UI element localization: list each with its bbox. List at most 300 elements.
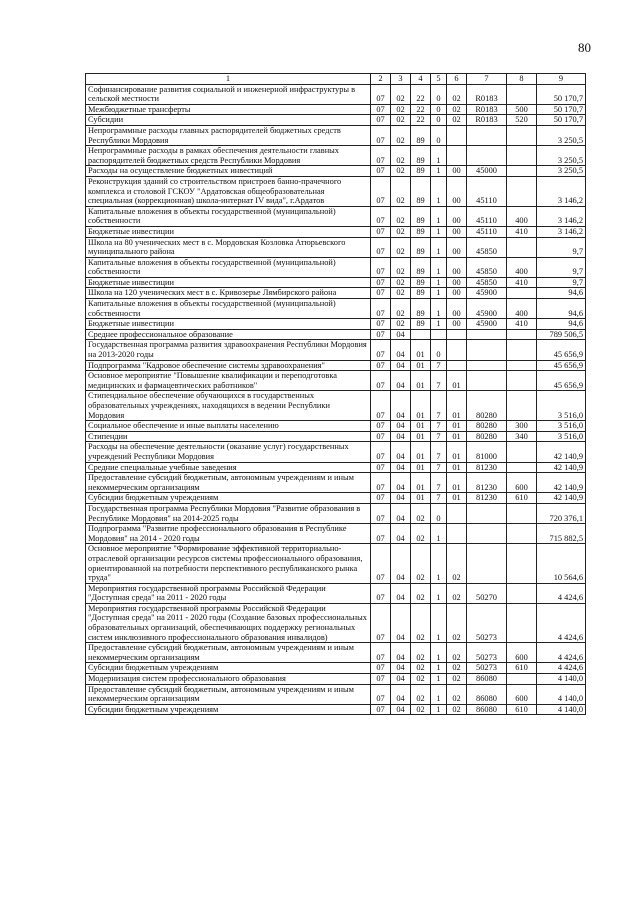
- row-code-cell: 1: [431, 544, 447, 583]
- row-code-cell: [507, 371, 537, 391]
- column-header: 6: [447, 74, 467, 85]
- row-code-cell: 07: [371, 493, 391, 504]
- row-code-cell: 01: [411, 462, 431, 473]
- row-code-cell: 07: [371, 176, 391, 206]
- row-code-cell: 00: [447, 319, 467, 330]
- row-code-cell: 89: [411, 206, 431, 226]
- table-row: [86, 643, 586, 663]
- row-amount-cell: 94,6: [537, 299, 586, 319]
- row-code-cell: 89: [411, 277, 431, 288]
- row-code-cell: 04: [391, 360, 411, 371]
- row-code-cell: 50273: [467, 663, 507, 674]
- row-code-cell: 07: [371, 503, 391, 523]
- row-amount-cell: 4 140,0: [537, 704, 586, 715]
- column-header: 4: [411, 74, 431, 85]
- row-code-cell: 1: [431, 643, 447, 663]
- row-code-cell: 02: [447, 684, 467, 704]
- row-code-cell: 02: [391, 84, 411, 104]
- table-row: [86, 603, 586, 642]
- row-code-cell: 01: [411, 421, 431, 432]
- table-row: [86, 704, 586, 715]
- row-amount-cell: 50 170,7: [537, 84, 586, 104]
- row-name-cell: Софинансирование развития социальной и инженерной инфраструктуры в сельской местности: [86, 84, 371, 104]
- table-row: [86, 674, 586, 685]
- row-code-cell: 00: [447, 166, 467, 177]
- row-code-cell: 1: [431, 704, 447, 715]
- row-amount-cell: 3 146,2: [537, 226, 586, 237]
- table-row: [86, 115, 586, 126]
- row-code-cell: 02: [411, 643, 431, 663]
- row-amount-cell: 94,6: [537, 319, 586, 330]
- row-name-cell: Капитальные вложения в объекты государственной (муниципальной) собственности: [86, 299, 371, 319]
- row-code-cell: 07: [371, 674, 391, 685]
- table-header-row: [86, 74, 586, 85]
- row-code-cell: [447, 329, 467, 340]
- row-code-cell: 45110: [467, 176, 507, 206]
- row-code-cell: 1: [431, 603, 447, 642]
- row-code-cell: 0: [431, 104, 447, 115]
- row-name-cell: Государственная программа развития здравоохранения Республики Мордовия на 2013-2020 годы: [86, 340, 371, 360]
- row-name-cell: Непрограммные расходы главных распорядителей бюджетных средств Республики Мордовия: [86, 125, 371, 145]
- row-code-cell: 02: [411, 674, 431, 685]
- row-amount-cell: 720 376,1: [537, 503, 586, 523]
- row-code-cell: 89: [411, 146, 431, 166]
- row-code-cell: 07: [371, 206, 391, 226]
- row-code-cell: 0: [431, 84, 447, 104]
- row-amount-cell: 42 140,9: [537, 493, 586, 504]
- row-code-cell: 7: [431, 421, 447, 432]
- row-code-cell: 1: [431, 674, 447, 685]
- row-code-cell: 07: [371, 684, 391, 704]
- row-code-cell: 1: [431, 176, 447, 206]
- row-code-cell: 01: [411, 391, 431, 421]
- row-name-cell: Субсидии бюджетным учреждениям: [86, 704, 371, 715]
- table-body: [86, 84, 586, 715]
- row-code-cell: 01: [447, 442, 467, 462]
- row-code-cell: 22: [411, 104, 431, 115]
- row-amount-cell: 4 424,6: [537, 603, 586, 642]
- row-amount-cell: 3 516,0: [537, 421, 586, 432]
- row-code-cell: [507, 125, 537, 145]
- row-code-cell: 45900: [467, 319, 507, 330]
- table-row: [86, 146, 586, 166]
- row-name-cell: Субсидии: [86, 115, 371, 126]
- column-header: 1: [86, 74, 371, 85]
- row-code-cell: 04: [391, 674, 411, 685]
- row-code-cell: 01: [411, 360, 431, 371]
- row-code-cell: 07: [371, 524, 391, 544]
- row-code-cell: 07: [371, 125, 391, 145]
- row-name-cell: Субсидии бюджетным учреждениям: [86, 663, 371, 674]
- row-name-cell: Предоставление субсидий бюджетным, автономным учреждениям и иным некоммерческим организациям: [86, 684, 371, 704]
- row-code-cell: 610: [507, 704, 537, 715]
- row-code-cell: 300: [507, 421, 537, 432]
- row-amount-cell: 4 140,0: [537, 674, 586, 685]
- row-code-cell: 02: [391, 125, 411, 145]
- row-code-cell: 07: [371, 663, 391, 674]
- row-amount-cell: 50 170,7: [537, 115, 586, 126]
- row-code-cell: 04: [391, 391, 411, 421]
- table-row: [86, 299, 586, 319]
- row-code-cell: 81000: [467, 442, 507, 462]
- row-code-cell: 04: [391, 473, 411, 493]
- row-code-cell: 86080: [467, 704, 507, 715]
- row-name-cell: Бюджетные инвестиции: [86, 277, 371, 288]
- row-code-cell: 45850: [467, 277, 507, 288]
- row-code-cell: 89: [411, 226, 431, 237]
- row-code-cell: 7: [431, 493, 447, 504]
- row-code-cell: 07: [371, 603, 391, 642]
- row-code-cell: 45900: [467, 299, 507, 319]
- row-code-cell: 01: [411, 340, 431, 360]
- row-code-cell: [467, 340, 507, 360]
- table-row: [86, 503, 586, 523]
- row-amount-cell: 3 516,0: [537, 391, 586, 421]
- row-code-cell: [447, 524, 467, 544]
- row-code-cell: 04: [391, 684, 411, 704]
- row-code-cell: 80280: [467, 431, 507, 442]
- row-code-cell: 07: [371, 360, 391, 371]
- row-code-cell: 1: [431, 206, 447, 226]
- row-code-cell: 04: [391, 340, 411, 360]
- table-row: [86, 391, 586, 421]
- row-name-cell: Расходы на осуществление бюджетных инвестиций: [86, 166, 371, 177]
- row-amount-cell: 4 424,6: [537, 643, 586, 663]
- row-name-cell: Мероприятия государственной программы Российской Федерации "Доступная среда" на 2011 - 2020 годы (Создание базовых профессиональных образовательных организаций, обеспечивающих поддержку региональных систем инклюзивного профессионального образования инвалидов): [86, 603, 371, 642]
- row-code-cell: 07: [371, 391, 391, 421]
- row-code-cell: 02: [411, 503, 431, 523]
- row-code-cell: [447, 360, 467, 371]
- row-name-cell: Государственная программа Республики Мордовия "Развитие образования в Республике Мордовия" на 2014-2025 годы: [86, 503, 371, 523]
- row-code-cell: 1: [431, 524, 447, 544]
- row-code-cell: 50270: [467, 583, 507, 603]
- row-code-cell: 02: [391, 319, 411, 330]
- row-amount-cell: 42 140,9: [537, 473, 586, 493]
- row-code-cell: 02: [411, 524, 431, 544]
- column-header: 2: [371, 74, 391, 85]
- budget-table: [85, 73, 586, 715]
- row-code-cell: 07: [371, 84, 391, 104]
- row-code-cell: 01: [447, 431, 467, 442]
- row-code-cell: 81230: [467, 493, 507, 504]
- row-code-cell: 600: [507, 473, 537, 493]
- row-code-cell: 89: [411, 237, 431, 257]
- row-name-cell: Школа на 80 ученических мест в с. Мордовская Козловка Атюрьевского муниципального района: [86, 237, 371, 257]
- row-code-cell: 45110: [467, 206, 507, 226]
- row-name-cell: Школа на 120 ученических мест в с. Кривозерье Лямбирского района: [86, 288, 371, 299]
- row-amount-cell: 3 250,5: [537, 125, 586, 145]
- row-code-cell: 00: [447, 176, 467, 206]
- table-row: [86, 166, 586, 177]
- table-row: [86, 226, 586, 237]
- row-name-cell: Мероприятия государственной программы Российской Федерации "Доступная среда" на 2011 - 2020 годы: [86, 583, 371, 603]
- row-code-cell: 1: [431, 299, 447, 319]
- row-code-cell: 02: [447, 603, 467, 642]
- row-code-cell: 22: [411, 115, 431, 126]
- row-code-cell: [467, 503, 507, 523]
- row-code-cell: 80280: [467, 421, 507, 432]
- row-name-cell: Основное мероприятие "Повышение квалификации и переподготовка медицинских и фармацевтических работников": [86, 371, 371, 391]
- row-name-cell: Модернизация систем профессионального образования: [86, 674, 371, 685]
- table-row: [86, 340, 586, 360]
- row-amount-cell: 3 146,2: [537, 206, 586, 226]
- row-code-cell: 02: [411, 684, 431, 704]
- row-code-cell: 81230: [467, 473, 507, 493]
- row-code-cell: 07: [371, 299, 391, 319]
- row-code-cell: 02: [391, 226, 411, 237]
- row-code-cell: 1: [431, 226, 447, 237]
- row-code-cell: 1: [431, 146, 447, 166]
- row-code-cell: 410: [507, 226, 537, 237]
- column-header: 8: [507, 74, 537, 85]
- row-code-cell: 02: [411, 544, 431, 583]
- row-code-cell: 02: [391, 176, 411, 206]
- row-name-cell: Подпрограмма "Кадровое обеспечение системы здравоохранения": [86, 360, 371, 371]
- row-code-cell: [507, 442, 537, 462]
- row-code-cell: 07: [371, 115, 391, 126]
- row-code-cell: 02: [447, 583, 467, 603]
- row-code-cell: [467, 360, 507, 371]
- row-code-cell: 00: [447, 226, 467, 237]
- row-amount-cell: 9,7: [537, 237, 586, 257]
- row-code-cell: 07: [371, 583, 391, 603]
- row-code-cell: [507, 544, 537, 583]
- row-code-cell: 45110: [467, 226, 507, 237]
- table-row: [86, 431, 586, 442]
- row-code-cell: 1: [431, 319, 447, 330]
- row-code-cell: [431, 329, 447, 340]
- row-code-cell: 00: [447, 257, 467, 277]
- table-row: [86, 371, 586, 391]
- row-code-cell: 00: [447, 237, 467, 257]
- row-code-cell: [507, 176, 537, 206]
- row-code-cell: 02: [391, 166, 411, 177]
- row-code-cell: 04: [391, 643, 411, 663]
- row-code-cell: 86080: [467, 684, 507, 704]
- row-code-cell: [507, 674, 537, 685]
- row-code-cell: 0: [431, 115, 447, 126]
- row-amount-cell: 45 656,9: [537, 371, 586, 391]
- column-header: 7: [467, 74, 507, 85]
- table-row: [86, 176, 586, 206]
- row-name-cell: Основное мероприятие "Формирование эффективной территориально-отраслевой организации ресурсов системы профессионального образования, ориентированной на потребности перспективного республиканского рынка труда": [86, 544, 371, 583]
- row-name-cell: Среднее профессиональное образование: [86, 329, 371, 340]
- table-row: [86, 319, 586, 330]
- row-code-cell: 07: [371, 442, 391, 462]
- row-code-cell: 45000: [467, 166, 507, 177]
- row-amount-cell: 4 424,6: [537, 663, 586, 674]
- row-name-cell: Капитальные вложения в объекты государственной (муниципальной) собственности: [86, 257, 371, 277]
- row-amount-cell: 3 516,0: [537, 431, 586, 442]
- row-code-cell: 81230: [467, 462, 507, 473]
- row-code-cell: 1: [431, 583, 447, 603]
- row-code-cell: 07: [371, 473, 391, 493]
- row-name-cell: Стипендии: [86, 431, 371, 442]
- row-name-cell: Стипендиальное обеспечение обучающихся в государственных образовательных учреждениях, находящихся в ведении Республики Мордовия: [86, 391, 371, 421]
- row-code-cell: [447, 146, 467, 166]
- row-name-cell: Межбюджетные трансферты: [86, 104, 371, 115]
- row-code-cell: 02: [391, 237, 411, 257]
- row-code-cell: 02: [391, 257, 411, 277]
- row-code-cell: 01: [411, 473, 431, 493]
- row-name-cell: Предоставление субсидий бюджетным, автономным учреждениям и иным некоммерческим организациям: [86, 473, 371, 493]
- row-code-cell: [507, 237, 537, 257]
- row-amount-cell: 9,7: [537, 277, 586, 288]
- row-amount-cell: 4 424,6: [537, 583, 586, 603]
- row-code-cell: 04: [391, 663, 411, 674]
- row-code-cell: 02: [447, 663, 467, 674]
- row-code-cell: 02: [447, 643, 467, 663]
- row-code-cell: 07: [371, 544, 391, 583]
- row-code-cell: R0183: [467, 115, 507, 126]
- row-code-cell: 07: [371, 340, 391, 360]
- row-amount-cell: 42 140,9: [537, 442, 586, 462]
- row-code-cell: 89: [411, 288, 431, 299]
- row-amount-cell: 4 140,0: [537, 684, 586, 704]
- table-row: [86, 684, 586, 704]
- table-row: [86, 663, 586, 674]
- row-code-cell: 04: [391, 603, 411, 642]
- table-row: [86, 288, 586, 299]
- row-name-cell: Субсидии бюджетным учреждениям: [86, 493, 371, 504]
- row-code-cell: 02: [391, 299, 411, 319]
- row-amount-cell: 42 140,9: [537, 462, 586, 473]
- row-code-cell: 02: [447, 115, 467, 126]
- row-code-cell: 400: [507, 206, 537, 226]
- table-row: [86, 442, 586, 462]
- row-code-cell: [507, 603, 537, 642]
- row-code-cell: 07: [371, 257, 391, 277]
- table-row: [86, 84, 586, 104]
- table-row: [86, 277, 586, 288]
- row-code-cell: 02: [447, 84, 467, 104]
- row-amount-cell: 45 656,9: [537, 340, 586, 360]
- row-code-cell: 01: [447, 493, 467, 504]
- row-code-cell: 02: [391, 206, 411, 226]
- row-code-cell: 1: [431, 663, 447, 674]
- row-code-cell: R0183: [467, 104, 507, 115]
- row-code-cell: 610: [507, 493, 537, 504]
- row-code-cell: 07: [371, 277, 391, 288]
- row-code-cell: 07: [371, 421, 391, 432]
- row-code-cell: 600: [507, 643, 537, 663]
- row-name-cell: Капитальные вложения в объекты государственной (муниципальной) собственности: [86, 206, 371, 226]
- row-code-cell: 89: [411, 176, 431, 206]
- row-code-cell: 7: [431, 431, 447, 442]
- row-code-cell: 02: [411, 663, 431, 674]
- row-code-cell: 7: [431, 371, 447, 391]
- row-code-cell: 02: [391, 115, 411, 126]
- row-code-cell: 04: [391, 583, 411, 603]
- row-code-cell: 01: [447, 371, 467, 391]
- table-row: [86, 524, 586, 544]
- row-amount-cell: 10 564,6: [537, 544, 586, 583]
- row-code-cell: 89: [411, 299, 431, 319]
- row-code-cell: 45900: [467, 288, 507, 299]
- row-name-cell: Бюджетные инвестиции: [86, 319, 371, 330]
- row-code-cell: [467, 371, 507, 391]
- row-code-cell: 1: [431, 166, 447, 177]
- row-code-cell: 1: [431, 257, 447, 277]
- row-code-cell: 02: [447, 104, 467, 115]
- row-code-cell: 07: [371, 431, 391, 442]
- row-code-cell: 01: [447, 421, 467, 432]
- row-code-cell: [507, 166, 537, 177]
- row-amount-cell: 789 506,5: [537, 329, 586, 340]
- page-number: 80: [578, 40, 591, 55]
- row-code-cell: 45850: [467, 237, 507, 257]
- row-code-cell: 01: [447, 391, 467, 421]
- row-code-cell: 520: [507, 115, 537, 126]
- row-code-cell: [507, 524, 537, 544]
- row-code-cell: [507, 360, 537, 371]
- row-code-cell: [507, 84, 537, 104]
- table-row: [86, 421, 586, 432]
- row-amount-cell: 3 146,2: [537, 176, 586, 206]
- row-code-cell: [507, 329, 537, 340]
- row-code-cell: [467, 125, 507, 145]
- row-code-cell: 1: [431, 237, 447, 257]
- row-amount-cell: 3 250,5: [537, 166, 586, 177]
- row-code-cell: [507, 146, 537, 166]
- row-code-cell: [467, 146, 507, 166]
- row-code-cell: [447, 340, 467, 360]
- row-code-cell: 0: [431, 125, 447, 145]
- row-code-cell: 1: [431, 288, 447, 299]
- row-amount-cell: 9,7: [537, 257, 586, 277]
- row-code-cell: 01: [411, 431, 431, 442]
- row-code-cell: 340: [507, 431, 537, 442]
- row-code-cell: 600: [507, 684, 537, 704]
- row-code-cell: 400: [507, 299, 537, 319]
- row-code-cell: 07: [371, 329, 391, 340]
- row-code-cell: 89: [411, 125, 431, 145]
- row-name-cell: Подпрограмма "Развитие профессионального образования в Республике Мордовия" на 2014 - 2020 годы: [86, 524, 371, 544]
- row-code-cell: 07: [371, 371, 391, 391]
- row-code-cell: 50273: [467, 643, 507, 663]
- row-code-cell: 0: [431, 340, 447, 360]
- column-header: 9: [537, 74, 586, 85]
- column-header: 3: [391, 74, 411, 85]
- row-code-cell: 01: [411, 442, 431, 462]
- table-row: [86, 473, 586, 493]
- row-code-cell: 410: [507, 277, 537, 288]
- row-code-cell: 00: [447, 206, 467, 226]
- row-code-cell: 04: [391, 462, 411, 473]
- row-name-cell: Непрограммные расходы в рамках обеспечения деятельности главных распорядителей бюджетных средств Республики Мордовия: [86, 146, 371, 166]
- row-code-cell: 1: [431, 684, 447, 704]
- row-code-cell: [411, 329, 431, 340]
- row-code-cell: [507, 462, 537, 473]
- row-code-cell: 07: [371, 237, 391, 257]
- row-code-cell: 410: [507, 319, 537, 330]
- row-code-cell: 07: [371, 462, 391, 473]
- row-code-cell: 89: [411, 166, 431, 177]
- row-code-cell: 02: [411, 583, 431, 603]
- row-code-cell: 45850: [467, 257, 507, 277]
- row-code-cell: 02: [411, 603, 431, 642]
- table-row: [86, 237, 586, 257]
- row-code-cell: 00: [447, 277, 467, 288]
- row-name-cell: Расходы на обеспечение деятельности (оказание услуг) государственных учреждений Республики Мордовия: [86, 442, 371, 462]
- row-code-cell: 02: [447, 544, 467, 583]
- row-code-cell: 04: [391, 493, 411, 504]
- row-code-cell: 86080: [467, 674, 507, 685]
- table-row: [86, 544, 586, 583]
- row-code-cell: 07: [371, 166, 391, 177]
- row-code-cell: 04: [391, 329, 411, 340]
- row-code-cell: [507, 503, 537, 523]
